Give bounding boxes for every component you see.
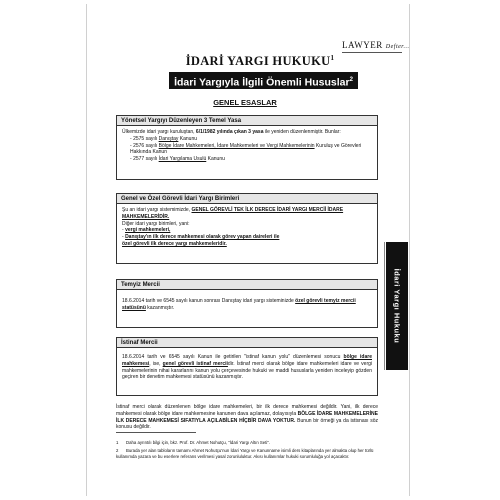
subtitle-text: İdari Yargıyla İlgili Önemli Hususlar bbox=[174, 76, 350, 89]
subtitle-banner bbox=[169, 72, 358, 89]
text-run: 2576 sayılı bbox=[133, 142, 159, 149]
subtitle-footnote-ref: 2 bbox=[349, 77, 353, 83]
side-tab-label: İdari Yargı Hukuku bbox=[392, 268, 402, 344]
text-run: 18.6.2014 tarih ve 6545 sayılı Kanun ile getirilen "istinaf kanun yolu" düzenlemesi sonucu bbox=[122, 354, 344, 360]
brand-name: LAWYER bbox=[342, 40, 383, 50]
text-run-underline: Danıştay bbox=[158, 135, 179, 142]
title-text: İDARİ YARGI HUKUKU bbox=[185, 54, 331, 69]
text-run: Kuruluş ve Görevleri Hakkında Kanun bbox=[130, 142, 362, 156]
footnote-text: Burada yer alan tabloların tamamı Ahmet Nohutçu'nun İdari Yargı ve Kanunname isimli ders kitaplarında yer almakta olup her türlü kullanımda yazara ve bu eserlere referans verilmesi yasal zorunluluktur. Akısı kullanımlar hukuki sorumluluğa yol açacaktır. bbox=[116, 448, 374, 459]
brand-logo bbox=[342, 40, 409, 50]
section-2-line-2: Diğer idari yargı birimleri, yani: bbox=[122, 220, 190, 227]
text-run: Bunun bir örneği ya da istisnası söz konusu değildir. bbox=[116, 417, 378, 431]
footnote-divider bbox=[116, 432, 196, 433]
text-run: , ise, bbox=[149, 360, 163, 367]
text-run-underline: Bölge İdare Mahkemeleri, İdare Mahkemeleri ve Vergi Mahkemelerinin bbox=[158, 142, 315, 149]
text-run: dir. İstinaf merci olarak bölge idare mahkemeleri idare ve vergi mahkemelerinin nihai kararlarını kanun yolu çerçevesinde hukuki ve maddi hususlarla yeniden inceleyip gözden geçiren bir denetim mahkemesi statüsünü kazanmıştır. bbox=[122, 360, 373, 381]
section-3-heading: Temyiz Mercii bbox=[116, 279, 378, 290]
section-2-line-1 bbox=[122, 207, 372, 221]
footnote-text: Daha ayrıntılı bilgi için, bkz. Prof. Dr. Ahmet Nohutçu, "İdari Yargı Altın Seti". bbox=[126, 440, 271, 445]
text-run-bold-underline: vergi mahkemeleri, bbox=[125, 227, 171, 234]
list-item: - 2576 sayılı Bölge İdare Mahkemeleri, İdare Mahkemeleri ve Vergi Mahkemelerinin Kuruluş ve Görevleri Hakkında Kanun bbox=[130, 142, 362, 156]
section-3-box bbox=[116, 290, 378, 328]
section-2-line-5: özel görevli ilk derece yargı mahkemeleridir. bbox=[122, 240, 227, 247]
text-run: Kanunu bbox=[178, 135, 198, 142]
footnote bbox=[116, 440, 378, 446]
text-run-bold-underline: genel görevli istinaf mercii bbox=[162, 360, 228, 367]
section-4-heading: İstinaf Mercii bbox=[116, 337, 378, 348]
text-run: Şu an idari yargı sistemimizde, bbox=[122, 207, 192, 213]
list-item: - 2575 sayılı Danıştay Kanunu bbox=[130, 135, 198, 142]
section-4-box bbox=[116, 348, 378, 396]
text-run-bold-underline: GENEL GÖREVLİ TEK İLK DERECE İDARİ YARGI MERCİİ İDARE MAHKEMELERİDİR. bbox=[122, 207, 344, 220]
text-run: ile yeniden düzenlenmiştir. Bunlar: bbox=[263, 129, 341, 135]
text-run-bold-underline: özel görevli temyiz mercii statüsünü bbox=[122, 298, 356, 311]
footnote bbox=[116, 448, 378, 459]
text-run-bold-underline: Danıştay'ın ilk derece mahkemesi olarak görev yapan daireleri ile bbox=[125, 234, 280, 241]
side-tab-border bbox=[384, 242, 385, 370]
section-1-intro bbox=[122, 129, 372, 136]
text-run-underline: İdari Yargılama Usulü bbox=[158, 156, 207, 163]
section-2-box bbox=[116, 204, 378, 264]
footnote-number: 2 bbox=[116, 448, 119, 453]
section-2-line-4: - Danıştay'ın ilk derece mahkemesi olarak görev yapan daireleri ile bbox=[122, 234, 280, 241]
section-2-line-3: - vergi mahkemeleri, bbox=[122, 227, 171, 234]
text-run-bold-underline: bölge idare mahkemesi bbox=[122, 354, 372, 367]
section-1-box bbox=[116, 126, 378, 180]
text-run-bold: 6/1/1982 yılında çıkan 3 yasa bbox=[195, 129, 264, 135]
title-footnote-ref: 1 bbox=[330, 54, 335, 62]
text-run: 18.6.2014 tarih ve 6545 sayılı kanun sonrası Danıştay idari yargı sisteminizde bbox=[122, 298, 296, 304]
brand-tag: Defter... bbox=[385, 44, 410, 50]
page-title bbox=[160, 54, 360, 69]
list-item: - 2577 sayılı İdari Yargılama Usulü Kanunu bbox=[130, 156, 225, 163]
footnote-number: 1 bbox=[116, 440, 119, 445]
text-run: Ülkemizde idari yargı kuruluştan, bbox=[122, 129, 196, 135]
text-run: kazanmıştır. bbox=[145, 304, 175, 311]
text-run: 2575 sayılı bbox=[133, 135, 159, 142]
body-paragraph bbox=[116, 404, 378, 431]
text-run-bold: BÖLGE İDARE MAHKEMELERİNE İLK DERECE MAHKEMESİ SIFATIYLA AÇILABİLEN HİÇBİR DAVA YOKTUR. bbox=[116, 410, 378, 424]
section-heading: GENEL ESASLAR bbox=[213, 98, 277, 107]
brand-divider bbox=[342, 52, 402, 53]
text-run: 2577 sayılı bbox=[133, 156, 159, 163]
text-run: İstinaf merci olarak düzenlenen bölge idare mahkemeleri, bir ilk derece mahkemesi değildir. Yani, ilk derece mahkemesi olarak bölge idare mahkemesine kanunen dava açılamaz, dolayısıyla bbox=[116, 404, 378, 417]
text-run: Kanunu bbox=[206, 156, 225, 163]
section-1-heading: Yönetsel Yargıyı Düzenleyen 3 Temel Yasa bbox=[116, 115, 378, 126]
section-2-heading: Genel ve Özel Görevli İdari Yargı Birimleri bbox=[116, 193, 378, 204]
